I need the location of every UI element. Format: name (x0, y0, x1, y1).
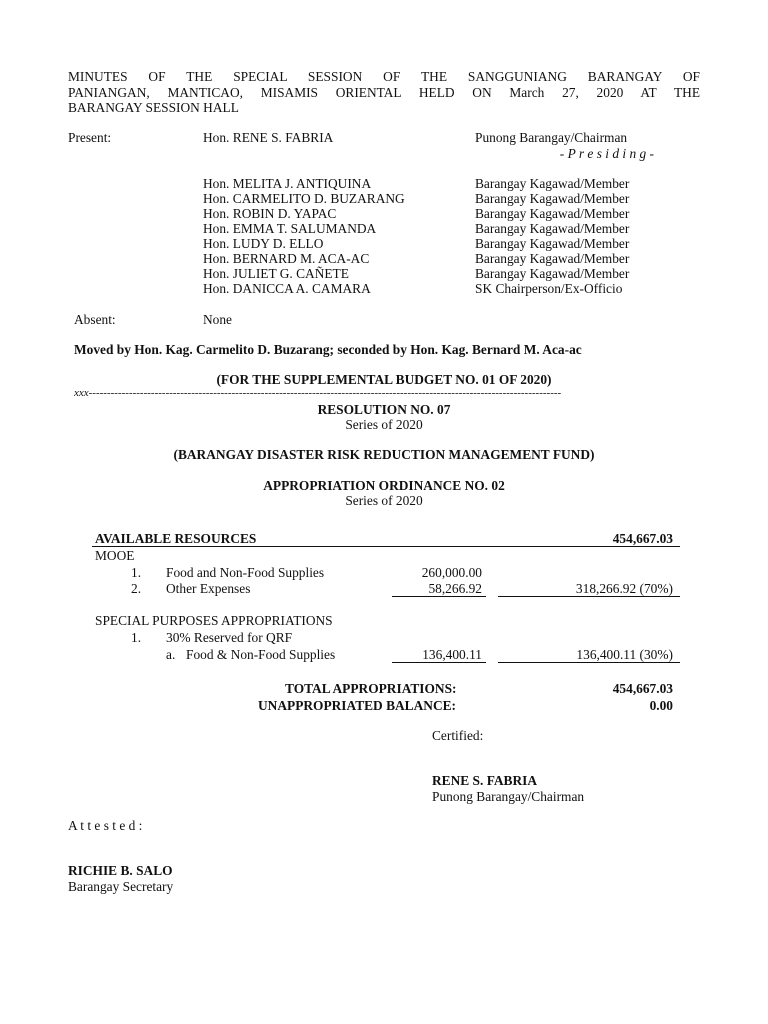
total-appropriations-label: TOTAL APPROPRIATIONS: (285, 681, 457, 696)
attested-label: A t t e s t e d : (68, 818, 143, 833)
amount-underline (392, 596, 486, 597)
member-name: Hon. LUDY D. ELLO (203, 236, 324, 251)
present-label: Present: (68, 130, 112, 145)
absent-value: None (203, 312, 233, 327)
minutes-heading (68, 69, 700, 116)
member-title: Barangay Kagawad/Member (475, 191, 630, 206)
presiding-name: Hon. RENE S. FABRIA (203, 130, 334, 145)
attester-title: Barangay Secretary (68, 879, 174, 894)
available-resources-value: 454,667.03 (612, 531, 673, 546)
table-rule (92, 546, 680, 547)
ordinance-series: Series of 2020 (345, 493, 423, 508)
member-title: SK Chairperson/Ex-Officio (475, 281, 623, 296)
fund-title: (BARANGAY DISASTER RISK REDUCTION MANAGEMENT FUND) (173, 447, 595, 462)
intro-line-1: MINUTES OF THE SPECIAL SESSION OF THE SANGGUNIANG BARANGAY OF (68, 69, 700, 84)
total-underline (498, 662, 680, 663)
presiding-note: - P r e s i d i n g - (559, 146, 654, 161)
certifier-title: Punong Barangay/Chairman (432, 789, 585, 804)
mooe-label: MOOE (95, 548, 135, 563)
item-number: 1. (131, 630, 142, 645)
total-appropriations-value: 454,667.03 (612, 681, 673, 696)
subitem-letter: a. (166, 647, 176, 662)
member-name: Hon. DANICCA A. CAMARA (203, 281, 371, 296)
item-label: Other Expenses (166, 581, 251, 596)
member-title: Barangay Kagawad/Member (475, 236, 630, 251)
resolution-title: RESOLUTION NO. 07 (317, 402, 451, 417)
member-name: Hon. CARMELITO D. BUZARANG (203, 191, 405, 206)
item-number: 2. (131, 581, 142, 596)
member-title: Barangay Kagawad/Member (475, 176, 630, 191)
subitem-amount: 136,400.11 (422, 647, 482, 662)
item-amount: 260,000.00 (421, 565, 482, 580)
member-name: Hon. ROBIN D. YAPAC (203, 206, 337, 221)
certified-label: Certified: (432, 728, 484, 743)
certifier-name: RENE S. FABRIA (432, 773, 538, 788)
attester-name: RICHIE B. SALO (68, 863, 173, 878)
motion-text: Moved by Hon. Kag. Carmelito D. Buzarang; seconded by Hon. Kag. Bernard M. Aca-ac (74, 342, 582, 357)
separator-line: xxx--------------------------------------------------------------------------------------------------------------------------------- (74, 387, 562, 399)
item-label: Food and Non-Food Supplies (166, 565, 325, 580)
unappropriated-balance-label: UNAPPROPRIATED BALANCE: (258, 698, 457, 713)
member-name: Hon. MELITA J. ANTIQUINA (203, 176, 372, 191)
resolution-series: Series of 2020 (345, 417, 423, 432)
item-number: 1. (131, 565, 142, 580)
member-title: Barangay Kagawad/Member (475, 206, 630, 221)
member-name: Hon. EMMA T. SALUMANDA (203, 221, 377, 236)
subitem-total: 136,400.11 (30%) (576, 647, 673, 662)
member-title: Barangay Kagawad/Member (475, 221, 630, 236)
absent-label: Absent: (74, 312, 116, 327)
unappropriated-balance-value: 0.00 (649, 698, 673, 713)
amount-underline (392, 662, 486, 663)
member-title: Barangay Kagawad/Member (475, 251, 630, 266)
intro-line-3: BARANGAY SESSION HALL (68, 100, 239, 115)
spa-label: SPECIAL PURPOSES APPROPRIATIONS (95, 613, 333, 628)
subitem-label: Food & Non-Food Supplies (186, 647, 336, 662)
item-amount: 58,266.92 (428, 581, 482, 596)
member-name: Hon. BERNARD M. ACA-AC (203, 251, 370, 266)
item-total: 318,266.92 (70%) (575, 581, 673, 596)
ordinance-title: APPROPRIATION ORDINANCE NO. 02 (263, 478, 505, 493)
available-resources-label: AVAILABLE RESOURCES (95, 531, 257, 546)
member-name: Hon. JULIET G. CAÑETE (203, 266, 349, 281)
member-title: Barangay Kagawad/Member (475, 266, 630, 281)
presiding-title: Punong Barangay/Chairman (475, 130, 628, 145)
intro-line-2: PANIANGAN, MANTICAO, MISAMIS ORIENTAL HELD ON March 27, 2020 AT THE (68, 84, 700, 100)
total-underline (498, 596, 680, 597)
item-label: 30% Reserved for QRF (166, 630, 293, 645)
supplemental-budget-title: (FOR THE SUPPLEMENTAL BUDGET NO. 01 OF 2020) (216, 372, 552, 387)
